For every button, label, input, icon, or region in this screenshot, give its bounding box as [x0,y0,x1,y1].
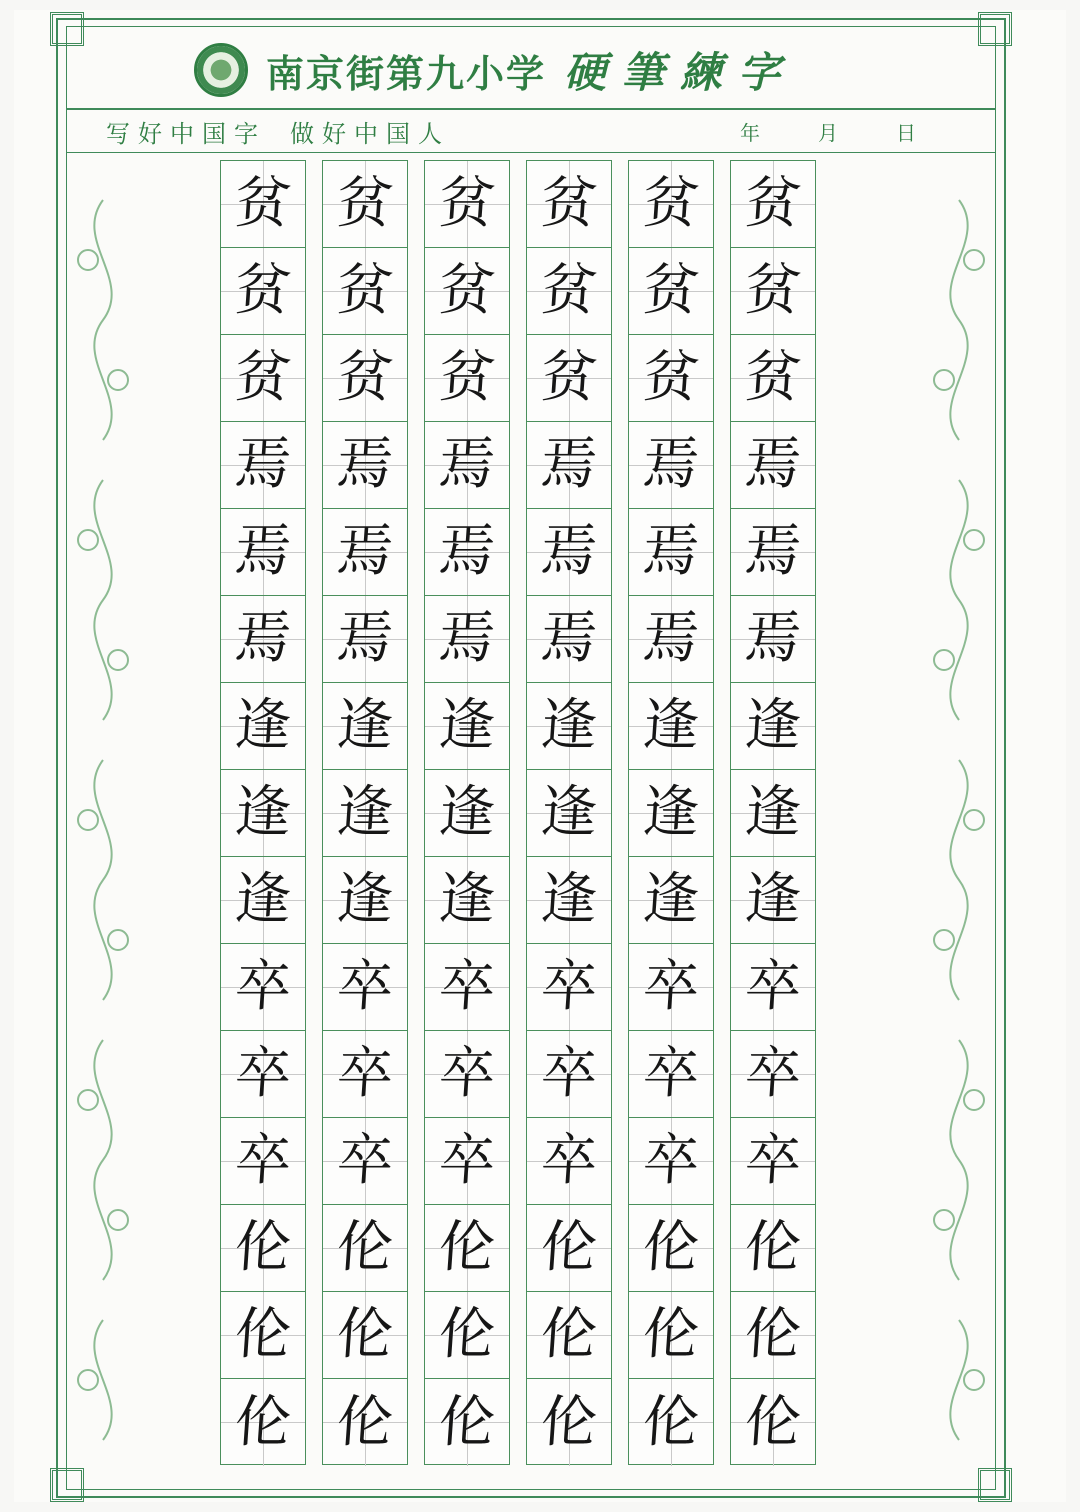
slogan-part-1: 写好中国字 [106,119,266,148]
grid-cell [731,596,815,683]
grid-cell [527,161,611,248]
grid-cell [221,335,305,422]
grid-cell [323,944,407,1031]
grid-cell [731,857,815,944]
handwritten-character: 伦 [640,1389,702,1455]
handwritten-character: 伦 [640,1215,702,1280]
grid-cell [527,1292,611,1379]
handwritten-character: 伦 [232,1215,294,1280]
grid-cell [731,770,815,857]
practice-column-5 [628,160,714,1465]
grid-cell [629,944,713,1031]
grid-cell [731,248,815,335]
grid-cell [629,161,713,248]
handwritten-character: 伦 [334,1389,396,1455]
handwritten-character: 贫 [334,345,396,410]
handwritten-character: 卒 [742,954,804,1019]
handwritten-character: 逢 [742,780,804,845]
handwritten-character: 贫 [538,171,600,236]
grid-cell [629,770,713,857]
handwritten-character: 贫 [538,258,600,323]
grid-cell [731,1031,815,1118]
handwritten-character: 焉 [538,432,600,497]
grid-cell [731,422,815,509]
handwritten-character: 伦 [640,1302,702,1367]
grid-cell [323,770,407,857]
handwritten-character: 焉 [334,606,396,671]
grid-cell [221,857,305,944]
handwritten-character: 卒 [334,1041,396,1106]
handwritten-character: 逢 [742,693,804,758]
handwritten-character: 伦 [232,1389,294,1455]
grid-cell [731,1292,815,1379]
grid-cell [629,683,713,770]
handwritten-character: 伦 [742,1389,804,1455]
handwritten-character: 卒 [334,1128,396,1193]
handwritten-character: 焉 [232,519,294,584]
grid-cell [323,1118,407,1205]
grid-cell [731,1118,815,1205]
grid-cell [221,1031,305,1118]
grid-cell [221,683,305,770]
grid-cell [323,248,407,335]
grid-cell [527,944,611,1031]
handwritten-character: 逢 [334,780,396,845]
school-name: 南京街第九小学 [266,51,547,96]
grid-cell [629,509,713,596]
handwritten-character: 卒 [334,954,396,1019]
grid-cell [527,335,611,422]
handwritten-character: 贫 [232,345,294,410]
handwritten-character: 逢 [538,780,600,845]
slogan-part-2: 做好中国人 [290,119,450,148]
grid-cell [629,1379,713,1466]
handwritten-character: 逢 [232,867,294,932]
handwritten-character: 贫 [640,345,702,410]
header-title [194,40,796,100]
handwritten-character: 逢 [436,693,498,758]
grid-cell [323,857,407,944]
grid-cell [527,422,611,509]
school-logo-icon [194,43,248,97]
grid-cell [527,509,611,596]
handwritten-character: 卒 [436,1041,498,1106]
handwritten-character: 逢 [538,693,600,758]
grid-cell [323,422,407,509]
slogan [106,114,474,148]
handwritten-character: 逢 [640,867,702,932]
handwritten-character: 贫 [436,258,498,323]
handwritten-character: 焉 [538,519,600,584]
handwritten-character: 卒 [640,1128,702,1193]
handwritten-character: 伦 [436,1302,498,1367]
handwritten-character: 卒 [232,954,294,1019]
practice-column-2 [322,160,408,1465]
corner-ornament-top-left [50,12,84,46]
handwritten-character: 伦 [742,1215,804,1280]
grid-cell [221,1292,305,1379]
handwritten-character: 伦 [436,1389,498,1455]
handwritten-character: 逢 [436,780,498,845]
handwritten-character: 逢 [640,693,702,758]
handwritten-character: 卒 [742,1128,804,1193]
practice-column-4 [526,160,612,1465]
handwritten-character: 卒 [640,1041,702,1106]
handwritten-character: 焉 [538,606,600,671]
grid-cell [323,1205,407,1292]
grid-cell [323,683,407,770]
month-label: 月 [818,120,838,145]
grid-cell [629,248,713,335]
grid-cell [425,857,509,944]
grid-cell [221,944,305,1031]
grid-cell [731,944,815,1031]
handwritten-character: 伦 [334,1302,396,1367]
handwritten-character: 焉 [640,519,702,584]
grid-cell [425,335,509,422]
handwritten-character: 焉 [436,606,498,671]
practice-column-1 [220,160,306,1465]
handwritten-character: 逢 [232,780,294,845]
grid-cell [425,1292,509,1379]
grid-cell [425,944,509,1031]
handwritten-character: 焉 [640,432,702,497]
practice-column-6 [730,160,816,1465]
grid-cell [323,161,407,248]
grid-cell [323,509,407,596]
handwritten-character: 贫 [640,258,702,323]
handwritten-character: 伦 [538,1215,600,1280]
grid-cell [527,770,611,857]
handwritten-character: 贫 [640,171,702,236]
grid-cell [221,1205,305,1292]
right-floral-ornament-icon [924,180,994,1470]
handwritten-character: 焉 [742,606,804,671]
grid-cell [425,248,509,335]
grid-cell [221,1118,305,1205]
handwritten-character: 贫 [232,171,294,236]
grid-cell [323,596,407,683]
header-divider [66,108,996,110]
grid-cell [629,1118,713,1205]
handwritten-character: 逢 [334,693,396,758]
grid-cell [323,335,407,422]
handwritten-character: 焉 [742,432,804,497]
handwritten-character: 伦 [538,1389,600,1455]
grid-cell [221,1379,305,1466]
grid-cell [629,422,713,509]
grid-cell [425,1205,509,1292]
handwritten-character: 贫 [742,345,804,410]
grid-cell [629,1205,713,1292]
grid-cell [527,1379,611,1466]
grid-cell [425,596,509,683]
handwritten-character: 卒 [640,954,702,1019]
handwritten-character: 贫 [538,345,600,410]
grid-cell [527,1205,611,1292]
grid-cell [731,1379,815,1466]
year-label: 年 [740,120,760,145]
handwritten-character: 贫 [232,258,294,323]
grid-cell [629,857,713,944]
handwritten-character: 伦 [436,1215,498,1280]
corner-ornament-bottom-left [50,1468,84,1502]
handwritten-character: 焉 [436,519,498,584]
grid-cell [629,335,713,422]
day-label: 日 [896,120,916,145]
handwritten-character: 逢 [640,780,702,845]
handwritten-character: 贫 [334,171,396,236]
practice-column-3 [424,160,510,1465]
grid-cell [731,1205,815,1292]
handwritten-character: 焉 [232,606,294,671]
grid-cell [527,683,611,770]
grid-cell [425,770,509,857]
handwritten-character: 伦 [538,1302,600,1367]
grid-cell [221,422,305,509]
grid-cell [221,161,305,248]
grid-cell [425,1118,509,1205]
handwritten-character: 逢 [742,867,804,932]
grid-cell [221,596,305,683]
grid-cell [221,248,305,335]
grid-cell [629,596,713,683]
handwritten-character: 卒 [538,1128,600,1193]
corner-ornament-top-right [978,12,1012,46]
handwritten-character: 卒 [436,1128,498,1193]
handwritten-character: 卒 [538,954,600,1019]
header-divider-lower [66,152,996,153]
grid-cell [527,596,611,683]
handwritten-character: 贫 [742,258,804,323]
handwritten-character: 焉 [334,432,396,497]
grid-cell [425,422,509,509]
grid-cell [629,1292,713,1379]
handwritten-character: 焉 [436,432,498,497]
grid-cell [527,857,611,944]
grid-cell [323,1379,407,1466]
handwritten-character: 伦 [334,1215,396,1280]
left-floral-ornament-icon [68,180,138,1470]
grid-cell [731,509,815,596]
grid-cell [425,161,509,248]
grid-cell [527,248,611,335]
grid-cell [731,161,815,248]
grid-cell [731,683,815,770]
grid-cell [323,1031,407,1118]
handwritten-character: 卒 [436,954,498,1019]
handwritten-character: 焉 [640,606,702,671]
handwritten-character: 伦 [742,1302,804,1367]
handwritten-character: 卒 [538,1041,600,1106]
practice-sheet [14,10,1066,1502]
handwritten-character: 逢 [334,867,396,932]
handwritten-character: 卒 [232,1041,294,1106]
grid-cell [425,1031,509,1118]
handwritten-character: 逢 [232,693,294,758]
grid-cell [425,683,509,770]
practice-title: 硬筆練字 [564,48,797,97]
handwritten-character: 卒 [742,1041,804,1106]
handwritten-character: 贫 [334,258,396,323]
handwritten-character: 逢 [538,867,600,932]
grid-cell [731,335,815,422]
handwritten-character: 贫 [436,171,498,236]
grid-cell [221,509,305,596]
handwritten-character: 焉 [334,519,396,584]
handwritten-character: 贫 [742,171,804,236]
handwritten-character: 焉 [232,432,294,497]
grid-cell [425,1379,509,1466]
grid-cell [323,1292,407,1379]
handwritten-character: 焉 [742,519,804,584]
handwritten-character: 贫 [436,345,498,410]
grid-cell [629,1031,713,1118]
corner-ornament-bottom-right [978,1468,1012,1502]
grid-cell [221,770,305,857]
handwritten-character: 伦 [232,1302,294,1367]
date-fields [740,114,916,148]
grid-cell [425,509,509,596]
grid-cell [527,1118,611,1205]
handwritten-character: 卒 [232,1128,294,1193]
grid-cell [527,1031,611,1118]
handwritten-character: 逢 [436,867,498,932]
